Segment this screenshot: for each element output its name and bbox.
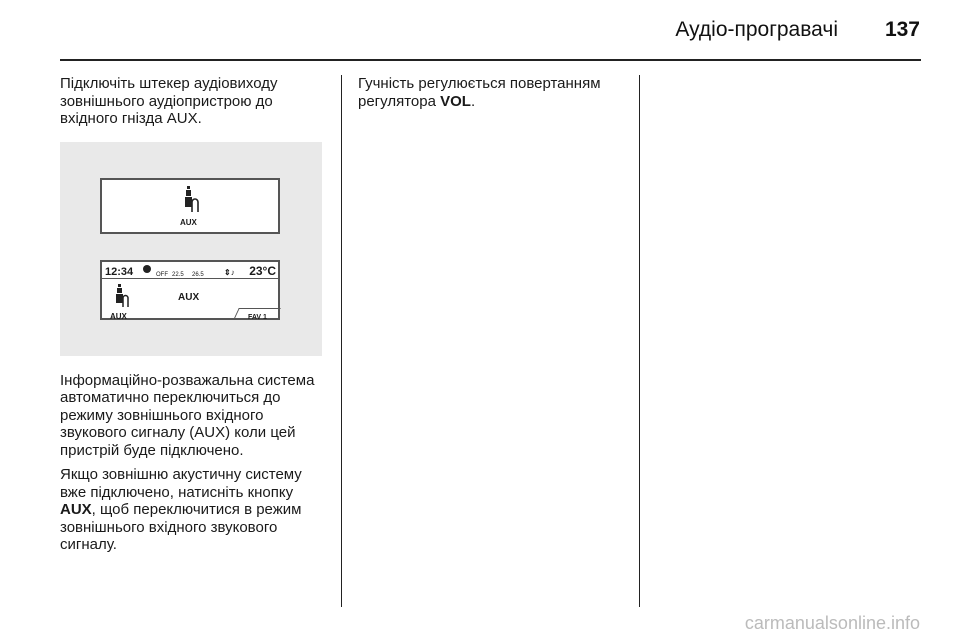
left-column bbox=[60, 75, 330, 561]
auto-switch-paragraph: Інформаційно-розважальна система автоматично переключиться до режиму зовнішнього вхідного звукового сигналу (AUX) коли цей пристрій буде підключено. bbox=[60, 371, 315, 459]
page-number: 137 bbox=[884, 18, 920, 41]
volume-paragraph bbox=[358, 75, 630, 110]
page-header bbox=[0, 0, 960, 62]
column-divider bbox=[639, 75, 640, 607]
volume-text-a: Гучність регулюється повертанням регулятора bbox=[358, 75, 601, 110]
aux-button-paragraph bbox=[60, 466, 330, 554]
aux-source-label: AUX bbox=[110, 311, 127, 321]
volume-knob-name: VOL bbox=[440, 92, 471, 110]
aux-button-name: AUX bbox=[60, 501, 92, 518]
climate-temp-right: 26.5 bbox=[192, 271, 204, 278]
page-title: Аудіо-програвачі bbox=[675, 18, 838, 41]
audio-source-icon: ⇕♪ bbox=[224, 267, 235, 277]
rds-indicator: OFF bbox=[156, 271, 168, 278]
aux-plug-icon bbox=[114, 284, 130, 308]
display-screen-top bbox=[100, 178, 280, 234]
aux-button-text-a: Якщо зовнішню акустичну систему вже підключено, натисніть кнопку bbox=[60, 466, 302, 501]
aux-display-figure bbox=[60, 142, 322, 356]
status-bar bbox=[102, 262, 278, 279]
clock: 12:34 bbox=[105, 265, 134, 278]
climate-temp-left: 22.5 bbox=[172, 271, 184, 278]
intro-paragraph: Підключіть штекер аудіовиходу зовнішнього аудіопристрою до вхідного гнізда AUX. bbox=[60, 75, 278, 127]
aux-label: AUX bbox=[180, 217, 197, 227]
aux-mode-label: AUX bbox=[178, 291, 200, 303]
header-rule bbox=[60, 59, 921, 61]
display-screen-bottom bbox=[100, 260, 280, 320]
favourites-label: FAV 1 bbox=[248, 313, 267, 321]
aux-plug-icon bbox=[182, 186, 200, 214]
gear-icon bbox=[143, 265, 151, 273]
column-divider bbox=[341, 75, 342, 607]
watermark: carmanualsonline.info bbox=[744, 613, 920, 633]
aux-button-text-b: , щоб переключитися в режим зовнішнього вхідного звукового сигналу. bbox=[60, 501, 302, 553]
middle-column bbox=[358, 75, 630, 117]
volume-text-b: . bbox=[470, 92, 476, 110]
outside-temperature: 23°C bbox=[249, 263, 276, 278]
